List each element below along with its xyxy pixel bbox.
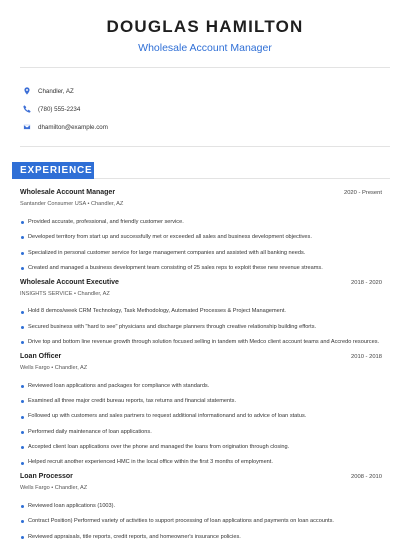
job-bullet: Provided accurate, professional, and friendly customer service.	[20, 219, 382, 227]
section-underline	[94, 178, 390, 179]
job-bullets	[20, 383, 382, 468]
contact-phone-text: (780) 555-2234	[38, 105, 81, 113]
job-title: Loan Processor	[20, 473, 73, 481]
job-bullets	[20, 308, 382, 346]
job-entry	[20, 279, 382, 347]
mail-icon	[22, 122, 32, 132]
job-bullet: Examined all three major credit bureau reports, tax returns and financial statements.	[20, 398, 382, 406]
job-bullet: Contract Position) Performed variety of activities to support processing of loan applications and payments on loan accounts.	[20, 518, 382, 526]
job-entry	[20, 353, 382, 467]
contact-email	[22, 118, 108, 136]
job-bullet: Developed territory from start up and successfully met or exceeded all sales and business development objectives.	[20, 234, 382, 242]
job-entry	[20, 473, 382, 541]
job-bullet: Drive top and bottom line revenue growth through solution focused selling in tandem with Medco client account teams and Accredo resources.	[20, 339, 382, 347]
job-company: INSIGHTS SERVICE • Chandler, AZ	[20, 290, 110, 297]
job-bullet: Reviewed loan applications (1003).	[20, 503, 382, 511]
candidate-name: DOUGLAS HAMILTON	[106, 17, 304, 36]
job-company: Wells Fargo • Chandler, AZ	[20, 364, 88, 371]
location-pin-icon	[22, 86, 32, 96]
contact-list	[22, 82, 108, 136]
job-bullet: Hold 8 demos/week CRM Technology, Task Methodology, Automated Processes & Project Management.	[20, 308, 382, 316]
job-dates: 2010 - 2018	[351, 353, 382, 360]
job-bullet: Reviewed appraisals, title reports, credit reports, and homeowner's insurance policies.	[20, 534, 382, 542]
job-bullets	[20, 503, 382, 541]
job-bullet: Accepted client loan applications over the phone and managed the loans from origination through closing.	[20, 444, 382, 452]
job-bullet: Performed daily maintenance of loan applications.	[20, 429, 382, 437]
job-title: Wholesale Account Manager	[20, 189, 116, 196]
job-company: Santander Consumer USA • Chandler, AZ	[20, 201, 124, 207]
candidate-title: Wholesale Account Manager	[138, 42, 272, 54]
job-bullet: Followed up with customers and sales partners to request additional informationand and to advice of loan status.	[20, 413, 382, 421]
phone-icon	[22, 104, 32, 114]
job-bullet: Created and managed a business development team consisting of 25 sales reps to exploit these new revenue streams.	[20, 265, 382, 273]
contact-location	[22, 82, 108, 100]
job-entry	[20, 189, 382, 273]
job-dates: 2018 - 2020	[351, 279, 382, 286]
header-divider	[20, 67, 390, 68]
contact-location-text: Chandler, AZ	[38, 87, 74, 95]
contact-divider	[20, 146, 390, 147]
job-bullet: Reviewed loan applications and packages for compliance with standards.	[20, 383, 382, 391]
job-bullet: Specialized in personal customer service for large management companies and assisted with all banking needs.	[20, 250, 382, 258]
job-bullets	[20, 219, 382, 273]
contact-email-text: dhamilton@example.com	[38, 123, 108, 131]
job-dates: 2008 - 2010	[351, 474, 382, 481]
job-dates: 2020 - Present	[343, 190, 382, 196]
experience-list	[20, 189, 382, 544]
contact-phone	[22, 100, 108, 118]
job-bullet: Secured business with "hard to see" physicians and discharge planners through creative relationship building efforts.	[20, 324, 382, 332]
resume-header	[0, 0, 410, 55]
section-heading-experience: EXPERIENCE	[12, 162, 94, 179]
job-title: Loan Officer	[20, 352, 62, 360]
job-title: Wholesale Account Executive	[20, 278, 119, 286]
job-bullet: Helped recruit another experienced HMC in the local office within the first 3 months of employment.	[20, 459, 382, 467]
job-company: Wells Fargo • Chandler, AZ	[20, 485, 88, 492]
